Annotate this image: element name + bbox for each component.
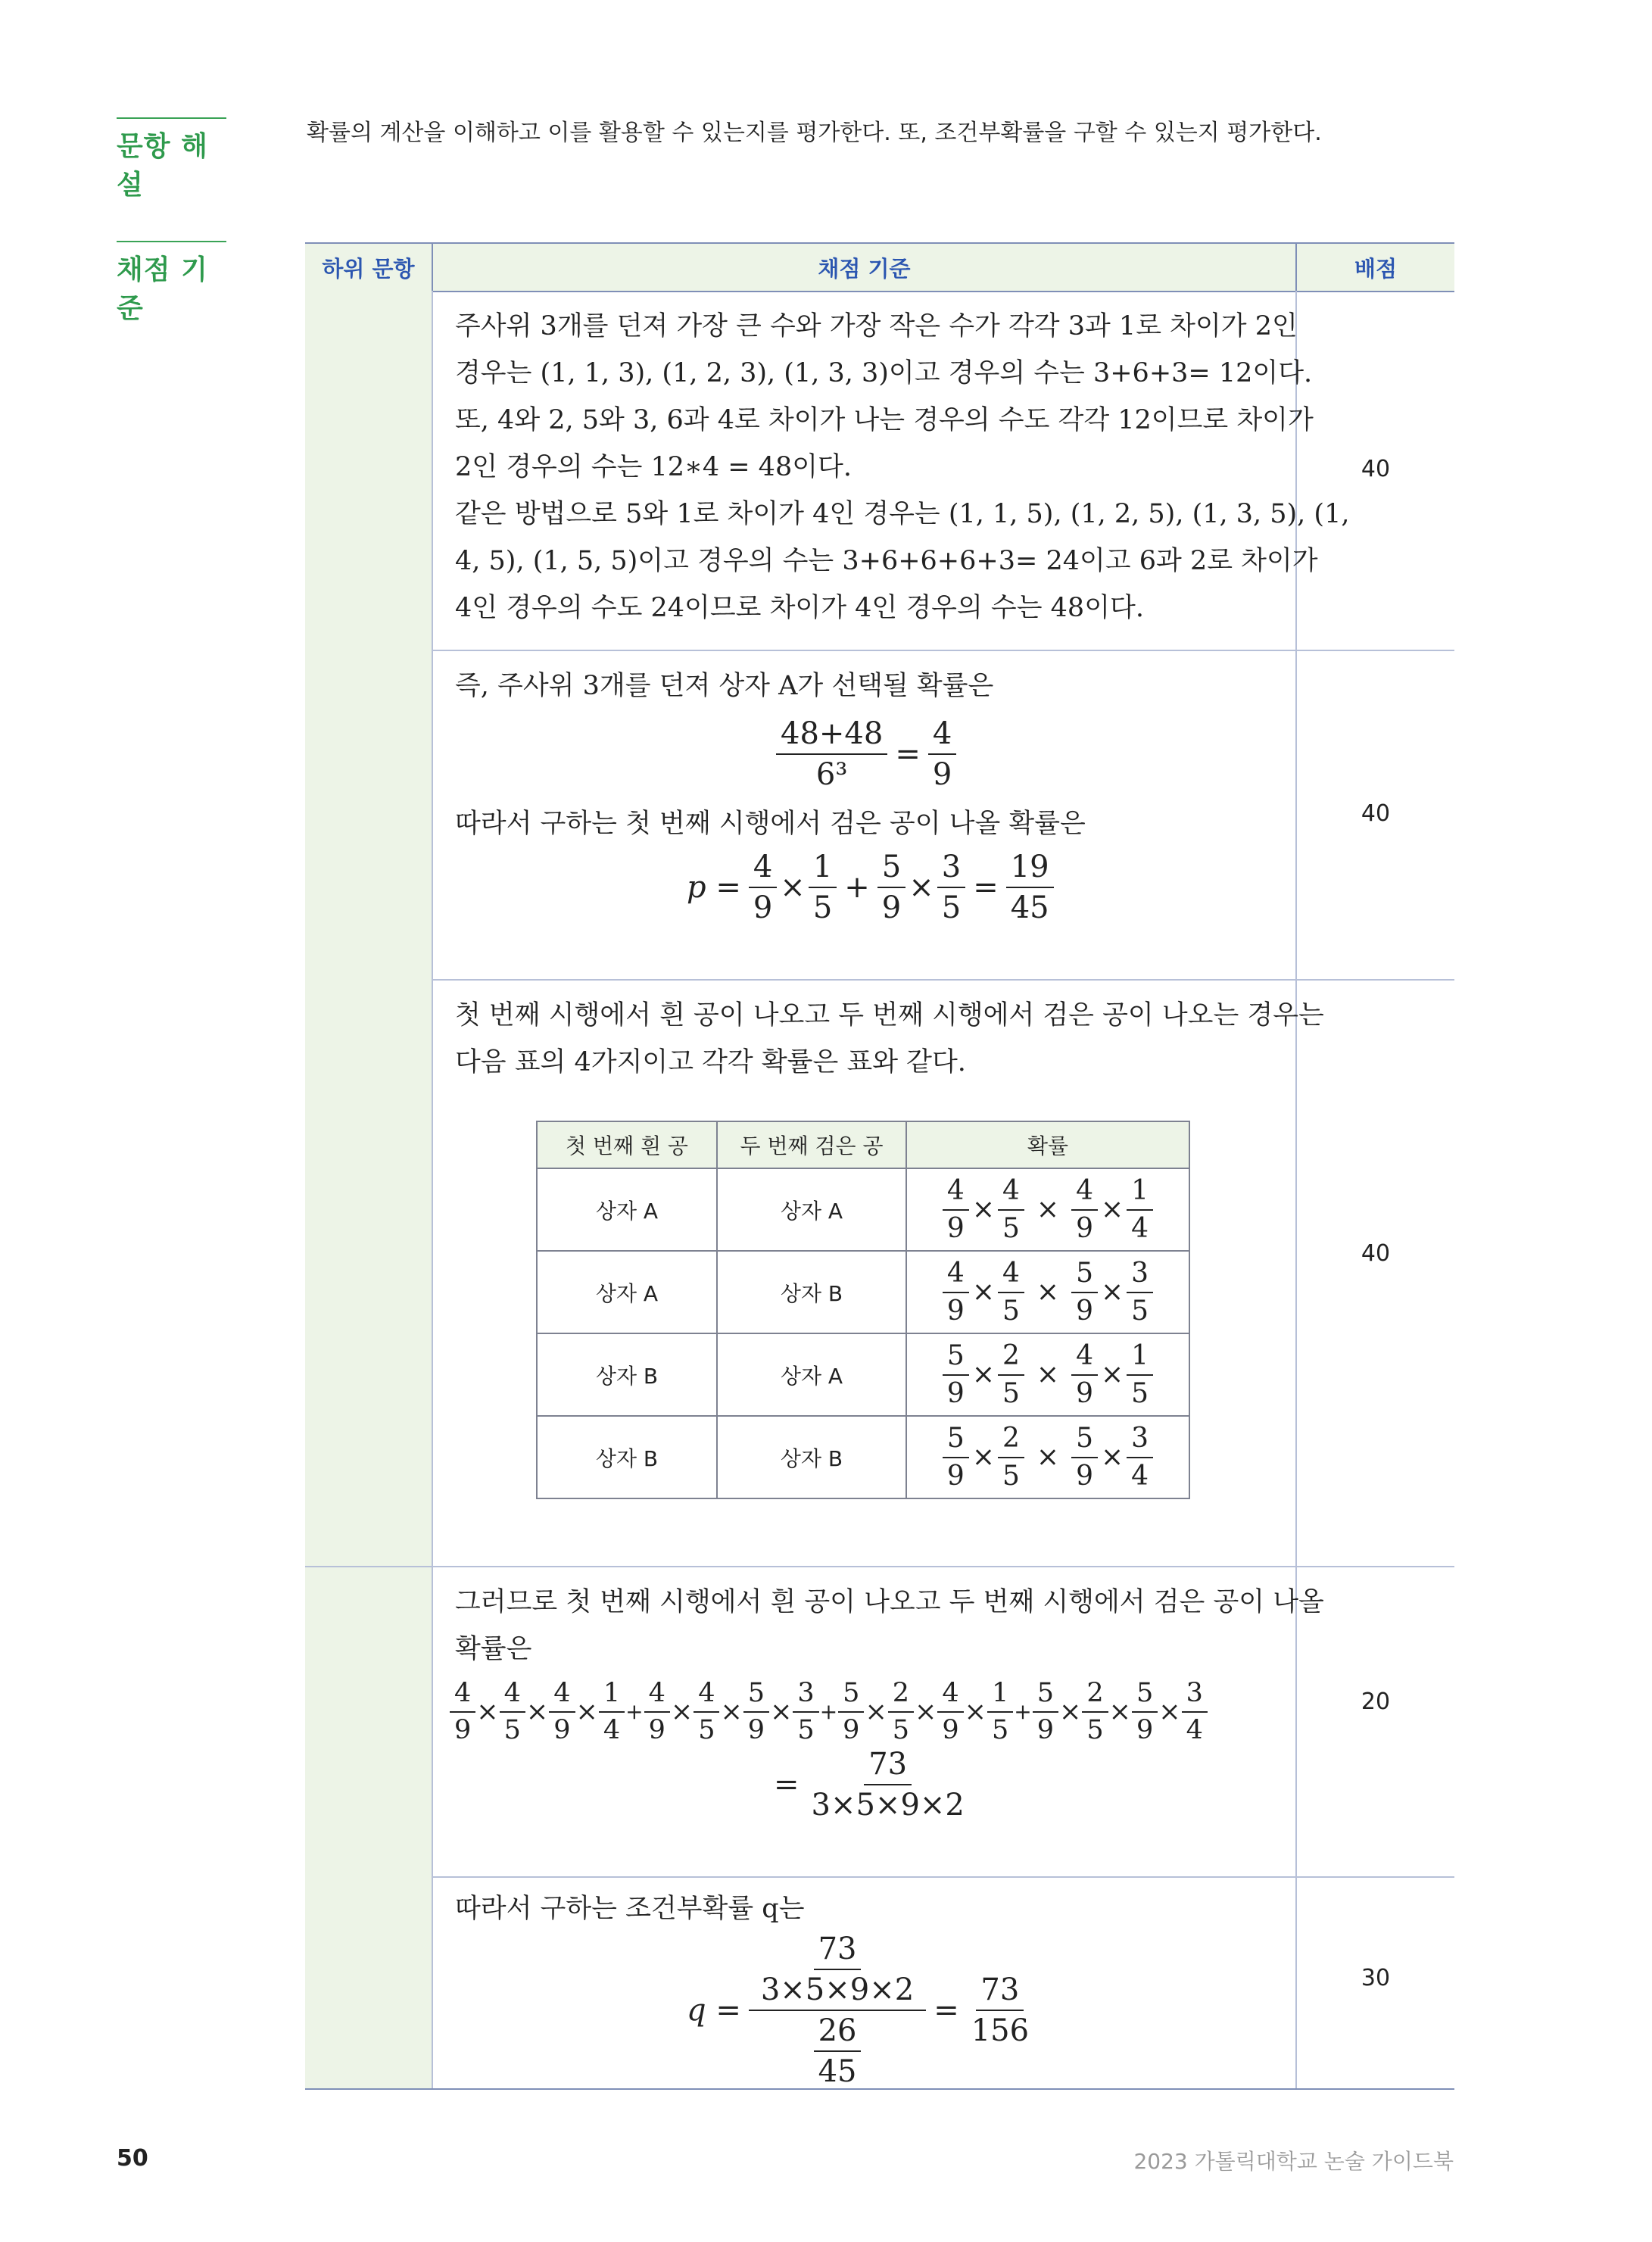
row2-criteria xyxy=(455,663,1273,925)
fraction: $\frac{4}{9}$ xyxy=(937,1679,963,1745)
table-row xyxy=(537,1168,1189,1251)
subquestion-cell-1 xyxy=(305,291,433,1566)
fraction: $\frac{5}{9}$ xyxy=(838,1679,864,1745)
probability-cell: $\frac{4}{9}$ × $\frac{4}{5}$ × $\frac{4}{9}$ × $\frac{1}{4}$ xyxy=(906,1168,1189,1251)
table-row xyxy=(537,1416,1189,1498)
fraction: $\frac{1}{4}$ xyxy=(1127,1176,1153,1243)
table-row xyxy=(537,1333,1189,1416)
row1-line: 또, 4와 2, 5와 3, 6과 4로 차이가 나는 경우의 수도 각각 12이므로 차이가 xyxy=(455,405,1314,435)
row2-equation1: $\frac{48+48}{\text{6³}}$ = $\frac{4}{9}$ xyxy=(773,717,1273,791)
probability-cell: $\frac{4}{9}$ × $\frac{4}{5}$ × $\frac{5}{9}$ × $\frac{3}{5}$ xyxy=(906,1251,1189,1333)
row4-score: 20 xyxy=(1361,1689,1391,1715)
fraction: $\frac{5}{9}$ xyxy=(1132,1679,1158,1745)
fraction: $\frac{4}{5}$ xyxy=(998,1258,1024,1326)
fraction: $\frac{4}{9}$ xyxy=(450,1679,475,1745)
fraction: $\frac{2}{5}$ xyxy=(1082,1679,1108,1745)
row5-line1: 따라서 구하는 조건부확률 q는 xyxy=(455,1894,805,1924)
row3-score: 40 xyxy=(1361,1240,1391,1267)
row4-result: = $\frac{73}{3\times 5\times 9\times 2}$ xyxy=(774,1747,965,1823)
fraction: $\frac{4}{9}$ xyxy=(549,1679,575,1745)
fraction: $\frac{5}{9}$ xyxy=(1071,1258,1098,1326)
fraction: $\frac{4}{9}$ xyxy=(1071,1341,1098,1408)
fraction: $\frac{3}{5}$ xyxy=(793,1679,818,1745)
fraction: $\frac{4}{5}$ xyxy=(500,1679,525,1745)
fraction: $\frac{4}{9}$ xyxy=(1071,1176,1098,1243)
row3-line1: 첫 번째 시행에서 흰 공이 나오고 두 번째 시행에서 검은 공이 나오는 경우는 xyxy=(455,1000,1324,1031)
first-box: 상자 A xyxy=(537,1251,717,1333)
subquestion-cell-2 xyxy=(305,1567,433,2088)
row1-line: 주사위 3개를 던져 가장 큰 수와 가장 작은 수가 각각 3과 1로 차이가 2인 xyxy=(455,311,1298,341)
fraction: $\frac{4}{9}$ xyxy=(644,1679,670,1745)
row1-line: 경우는 (1, 1, 3), (1, 2, 3), (1, 3, 3)이고 경우의 수는 3+6+3= 12이다. xyxy=(455,358,1313,388)
inner-header-first: 첫 번째 흰 공 xyxy=(537,1121,717,1168)
book-title: 2023 가톨릭대학교 논술 가이드북 xyxy=(1133,2149,1454,2174)
fraction: $\frac{4}{9}$ xyxy=(943,1176,969,1243)
fraction: $\frac{4}{9}$ xyxy=(943,1258,969,1326)
row1-score: 40 xyxy=(1361,456,1391,482)
row4-line1: 그러므로 첫 번째 시행에서 흰 공이 나오고 두 번째 시행에서 검은 공이 나올 xyxy=(455,1587,1324,1617)
fraction: $\frac{4}{5}$ xyxy=(998,1176,1024,1243)
row2-score: 40 xyxy=(1361,800,1391,827)
fraction: $\frac{3}{5}$ xyxy=(1127,1258,1153,1326)
fraction: $\frac{1}{5}$ xyxy=(987,1679,1013,1745)
fraction: $\frac{5}{9}$ xyxy=(943,1423,969,1491)
fraction: $\frac{3}{4}$ xyxy=(1127,1423,1153,1491)
first-box: 상자 A xyxy=(537,1168,717,1251)
second-box: 상자 B xyxy=(717,1416,906,1498)
inner-header-second: 두 번째 검은 공 xyxy=(717,1121,906,1168)
fraction: $\frac{4}{5}$ xyxy=(694,1679,719,1745)
second-box: 상자 B xyxy=(717,1251,906,1333)
fraction: $\frac{5}{9}$ xyxy=(943,1341,969,1408)
header-score: 배점 xyxy=(1297,242,1454,292)
first-box: 상자 B xyxy=(537,1416,717,1498)
fraction: $\frac{2}{5}$ xyxy=(998,1423,1024,1491)
fraction: $\frac{1}{5}$ xyxy=(1127,1341,1153,1408)
fraction: $\frac{5}{9}$ xyxy=(1071,1423,1098,1491)
fraction: $\frac{2}{5}$ xyxy=(888,1679,914,1745)
row2-line2: 따라서 구하는 첫 번째 시행에서 검은 공이 나올 확률은 xyxy=(455,809,1086,839)
row3-line2: 다음 표의 4가지이고 각각 확률은 표와 같다. xyxy=(455,1047,966,1077)
row4-line2: 확률은 xyxy=(455,1634,532,1664)
row4-criteria xyxy=(454,1579,1324,1823)
row1-line: 4인 경우의 수도 24이므로 차이가 4인 경우의 수는 48이다. xyxy=(455,593,1144,623)
row2-equation2: p = $\frac{4}{9}$ × $\frac{1}{5}$ + $\frac{5}{9}$ × $\frac{3}{5}$ = $\frac{19}{45}$ xyxy=(682,850,1273,925)
fraction: $\frac{5}{9}$ xyxy=(743,1679,769,1745)
fraction: $\frac{2}{5}$ xyxy=(998,1341,1024,1408)
row3-criteria xyxy=(455,992,1324,1086)
header-subquestion: 하위 문항 xyxy=(305,242,432,292)
second-box: 상자 A xyxy=(717,1333,906,1416)
row5-criteria xyxy=(455,1885,1273,2088)
row4-sum-expression: $\frac{4}{9}$ × $\frac{4}{5}$ × $\frac{4}{9}$ × $\frac{1}{4}$ + $\frac{4}{9}$ × $\frac{4}{5}$ × $\frac{5}{9}$ × $\frac{3}{5}$ + $\frac{5}{9}$ × $\frac{2}{5}$ × $\frac{4}{9}$ × $\frac{1}{5}$ + $\frac{5}{9}$ × $\frac{2}{5}$ × $\frac{5}{9}$ × $\frac{3}{4}$ xyxy=(449,1679,1273,1745)
row2-line1: 즉, 주사위 3개를 던져 상자 A가 선택될 확률은 xyxy=(455,671,994,701)
row5-equation: q = $\frac{\frac{73}{3\times 5\times 9\times 2}}{\frac{26}{45}}$ = $\frac{73}{156}$ xyxy=(687,1932,1030,2089)
fraction: $\frac{5}{9}$ xyxy=(1033,1679,1058,1745)
row1-line: 같은 방법으로 5와 1로 차이가 4인 경우는 (1, 1, 5), (1, 2, 5), (1, 3, 5), (1, xyxy=(455,499,1350,529)
grading-section-label: 채점 기준 xyxy=(117,241,226,326)
page-number: 50 xyxy=(117,2145,148,2172)
probability-cell: $\frac{5}{9}$ × $\frac{2}{5}$ × $\frac{5}{9}$ × $\frac{3}{4}$ xyxy=(906,1416,1189,1498)
probability-cell: $\frac{5}{9}$ × $\frac{2}{5}$ × $\frac{4}{9}$ × $\frac{1}{5}$ xyxy=(906,1333,1189,1416)
explanation-text: 확률의 계산을 이해하고 이를 활용할 수 있는지를 평가한다. 또, 조건부확률을 구할 수 있는지 평가한다. xyxy=(307,120,1322,146)
fraction: $\frac{1}{4}$ xyxy=(599,1679,625,1745)
explanation-section-label: 문항 해설 xyxy=(117,117,226,202)
first-box: 상자 B xyxy=(537,1333,717,1416)
fraction: $\frac{3}{4}$ xyxy=(1182,1679,1208,1745)
second-box: 상자 A xyxy=(717,1168,906,1251)
probability-table xyxy=(536,1121,1190,1499)
row1-line: 2인 경우의 수는 12∗4 = 48이다. xyxy=(455,452,852,482)
inner-header-prob: 확률 xyxy=(906,1121,1189,1168)
row5-score: 30 xyxy=(1361,1965,1391,1991)
row1-line: 4, 5), (1, 5, 5)이고 경우의 수는 3+6+6+6+3= 24이고 6과 2로 차이가 xyxy=(455,546,1318,576)
row1-criteria xyxy=(455,303,1350,631)
header-criteria: 채점 기준 xyxy=(433,242,1295,292)
table-row xyxy=(537,1251,1189,1333)
